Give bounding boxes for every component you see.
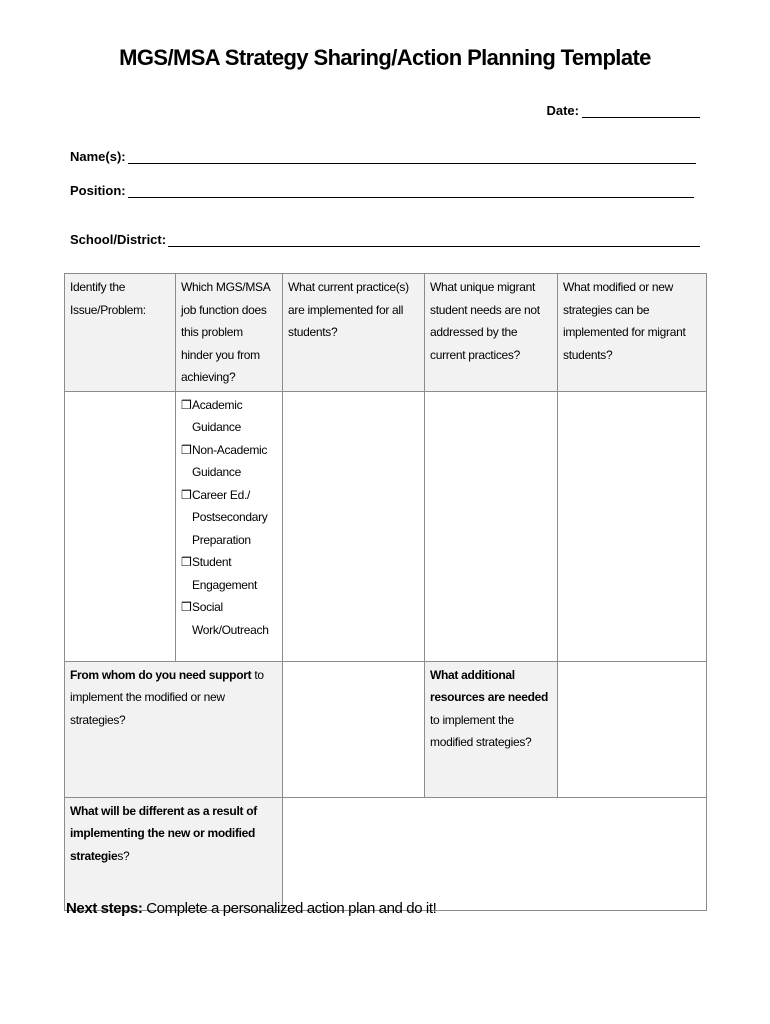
support-row xyxy=(65,661,707,797)
school-district-line[interactable] xyxy=(168,234,700,247)
option-academic-guidance[interactable] xyxy=(181,394,277,439)
checkbox-icon[interactable]: ❒ xyxy=(181,487,192,502)
header-modified-strategies: What modified or new strategies can be implemented for migrant students? xyxy=(558,274,707,392)
support-answer-cell[interactable] xyxy=(283,661,425,797)
current-practices-cell[interactable] xyxy=(283,391,425,661)
page-title: MGS/MSA Strategy Sharing/Action Planning Template xyxy=(119,45,651,70)
position-field[interactable] xyxy=(70,183,694,198)
next-steps xyxy=(66,900,436,917)
position-line[interactable] xyxy=(128,185,694,198)
header-issue: Identify the Issue/Problem: xyxy=(65,274,176,392)
checkbox-icon[interactable]: ❒ xyxy=(181,600,192,614)
option-label: Career Ed./ Postsecondary Preparation xyxy=(192,487,268,547)
header-current-practices: What current practice(s) are implemented for all students? xyxy=(283,274,425,392)
option-label: Social Work/Outreach xyxy=(192,600,269,637)
next-steps-label: Next steps: xyxy=(66,900,143,917)
modified-strategies-cell[interactable] xyxy=(558,391,707,661)
checkbox-icon[interactable]: ❒ xyxy=(181,397,192,412)
job-function-cell xyxy=(176,391,283,661)
date-field[interactable] xyxy=(546,103,700,118)
checkbox-icon[interactable]: ❒ xyxy=(181,442,192,457)
names-label: Name(s): xyxy=(70,149,126,164)
planning-table xyxy=(64,273,707,911)
option-career-ed[interactable] xyxy=(181,484,277,552)
resources-prompt xyxy=(425,661,558,797)
checkbox-icon[interactable]: ❒ xyxy=(181,555,192,569)
resources-prompt-rest: to implement the modified strategies? xyxy=(430,712,532,749)
different-prompt xyxy=(65,797,283,910)
header-row xyxy=(65,274,707,392)
option-label: Academic Guidance xyxy=(192,397,243,434)
different-row xyxy=(65,797,707,910)
different-answer-cell[interactable] xyxy=(283,797,707,910)
option-label: Non-Academic Guidance xyxy=(192,442,268,479)
support-prompt-bold: From whom do you need support xyxy=(70,667,252,682)
support-prompt xyxy=(65,661,283,797)
support-prompt-rest: to implement the modified or new strategies? xyxy=(70,667,264,727)
names-field[interactable] xyxy=(70,149,696,164)
option-label: Student Engagement xyxy=(192,555,258,592)
option-student-engagement[interactable] xyxy=(181,551,277,596)
school-district-label: School/District: xyxy=(70,232,167,247)
issue-cell[interactable] xyxy=(65,391,176,661)
header-unique-needs: What unique migrant student needs are not addressed by the current practices? xyxy=(425,274,558,392)
date-line[interactable] xyxy=(582,105,700,118)
resources-prompt-bold: What additional resources are needed xyxy=(430,667,549,704)
option-social-work[interactable] xyxy=(181,596,277,641)
unique-needs-cell[interactable] xyxy=(425,391,558,661)
different-prompt-bold: What will be different as a result of implementing the new or modified strategie xyxy=(70,803,257,863)
resources-answer-cell[interactable] xyxy=(558,661,707,797)
school-district-field[interactable] xyxy=(70,232,700,247)
header-job-function: Which MGS/MSA job function does this problem hinder you from achieving? xyxy=(176,274,283,392)
names-line[interactable] xyxy=(128,151,696,164)
option-non-academic-guidance[interactable] xyxy=(181,439,277,484)
position-label: Position: xyxy=(70,183,126,198)
date-label: Date: xyxy=(546,103,579,118)
different-prompt-rest: s? xyxy=(117,848,130,863)
next-steps-text: Complete a personalized action plan and do it! xyxy=(142,900,437,917)
entry-row xyxy=(65,391,707,661)
